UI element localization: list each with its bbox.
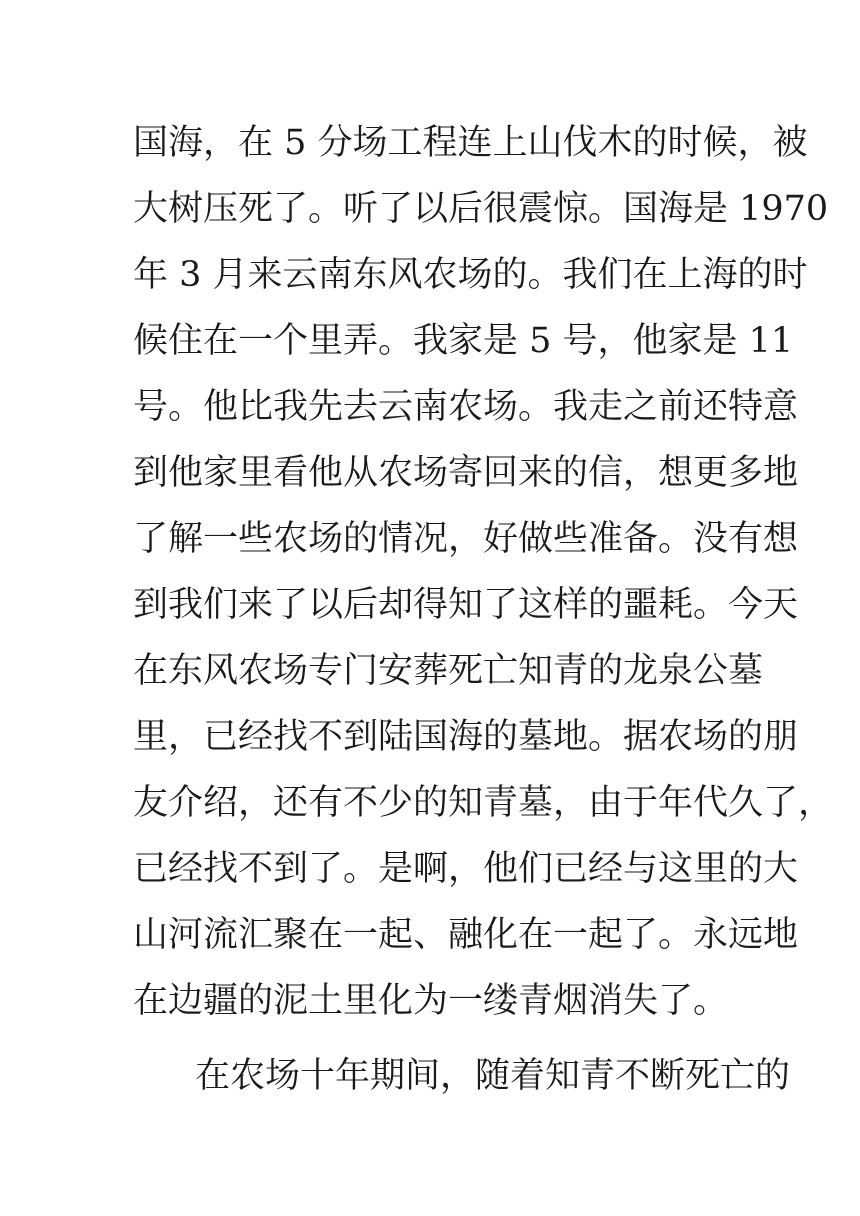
text-line: 到他家里看他从农场寄回来的信，想更多地 <box>133 453 799 493</box>
text-line: 了解一些农场的情况，好做些准备。没有想 <box>133 519 799 559</box>
text-line: 号。他比我先去云南农场。我走之前还特意 <box>133 387 799 427</box>
text-line: 国海，在 5 分场工程连上山伐木的时候，被 <box>133 123 808 163</box>
text-line: 在边疆的泥土里化为一缕青烟消失了。 <box>133 981 729 1021</box>
text-line: 年 3 月来云南东风农场的。我们在上海的时 <box>133 255 808 295</box>
text-line: 已经找不到了。是啊，他们已经与这里的大 <box>133 849 799 889</box>
text-line: 在东风农场专门安葬死亡知青的龙泉公墓 <box>133 651 764 691</box>
text-line: 候住在一个里弄。我家是 5 号，他家是 11 <box>133 321 794 361</box>
text-line: 在农场十年期间，随着知青不断死亡的 <box>195 1056 791 1096</box>
text-line: 友介绍，还有不少的知青墓，由于年代久了， <box>133 783 834 823</box>
paragraph-1 <box>133 110 834 1034</box>
body-text <box>133 110 834 1109</box>
text-line: 山河流汇聚在一起、融化在一起了。永远地 <box>133 915 799 955</box>
paragraph-spacer <box>133 1034 733 1043</box>
text-line: 里，已经找不到陆国海的墓地。据农场的朋 <box>133 717 799 757</box>
paragraph-2 <box>133 1043 791 1109</box>
text-line: 到我们来了以后却得知了这样的噩耗。今天 <box>133 585 799 625</box>
text-line: 大树压死了。听了以后很震惊。国海是 1970 <box>133 189 829 229</box>
